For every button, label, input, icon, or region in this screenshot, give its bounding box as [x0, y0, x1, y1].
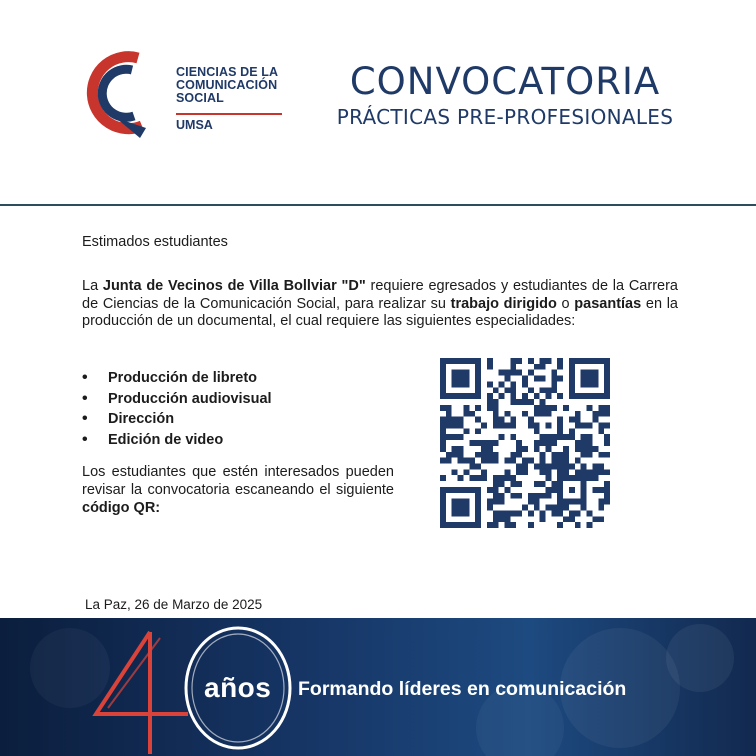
faculty-name-line: SOCIAL	[176, 91, 224, 105]
list-item: • Producción audiovisual	[82, 389, 272, 410]
list-item: • Dirección	[82, 409, 272, 430]
faculty-divider	[176, 113, 282, 115]
intro-paragraph	[82, 278, 678, 331]
greeting: Estimados estudiantes	[82, 234, 228, 250]
specialties-list	[82, 368, 272, 450]
modality-trabajo-dirigido: trabajo dirigido	[450, 295, 557, 312]
faculty-name-line: COMUNICACIÓN	[176, 78, 278, 92]
slogan: Formando líderes en comunicación	[298, 678, 627, 700]
header-divider	[0, 204, 756, 206]
intro-text: en la producción de un documental, el cual requiere las siguientes especialidades:	[82, 295, 678, 329]
date-line: La Paz, 26 de Marzo de 2025	[85, 597, 263, 612]
intro-text: o	[556, 295, 575, 312]
list-item: • Producción de libreto	[82, 368, 272, 389]
list-item: • Edición de video	[82, 430, 272, 451]
faculty-name-line: CIENCIAS DE LA	[176, 65, 279, 79]
organization-name: Junta de Vecinos de Villa Bollviar "D"	[102, 278, 366, 294]
university-name: UMSA	[176, 118, 213, 132]
faculty-logo	[76, 48, 162, 140]
faculty-name	[176, 66, 278, 105]
qr-code[interactable]	[440, 358, 610, 528]
anniversary-years-label: años	[204, 672, 272, 703]
closing-text: Los estudiantes que estén interesados pueden revisar la convocatoria escaneando el siguiente	[82, 464, 394, 498]
intro-text: La	[82, 278, 103, 294]
intro-text: requiere egresados y estudiantes de la Carrera de Ciencias de la Comunicación Social, para realizar su	[82, 278, 678, 312]
qr-reference: código QR:	[82, 500, 161, 516]
anniversary-banner	[0, 618, 756, 756]
page-subtitle: PRÁCTICAS PRE-PROFESIONALES	[336, 105, 674, 129]
modality-pasantias: pasantías	[574, 295, 642, 312]
page-title: CONVOCATORIA	[349, 60, 661, 103]
closing-paragraph	[82, 463, 394, 517]
